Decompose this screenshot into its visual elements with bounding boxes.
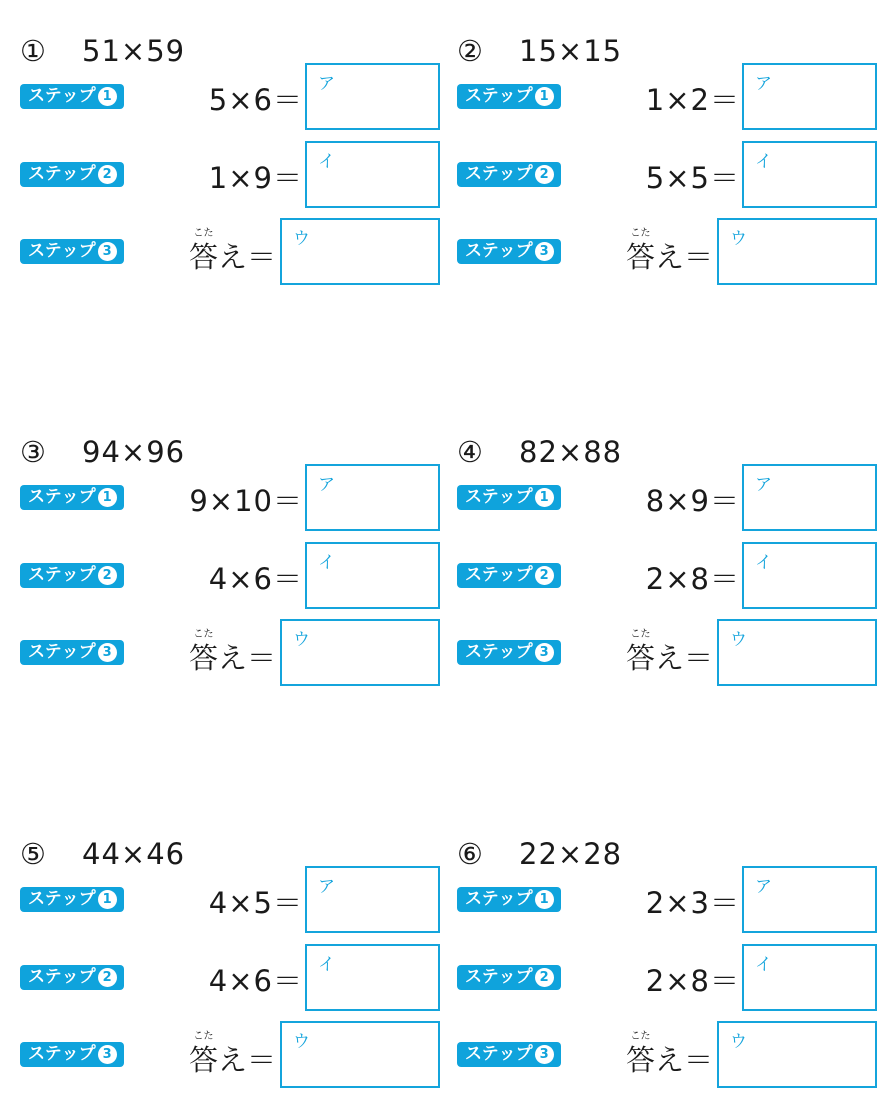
answer-box-i[interactable] xyxy=(305,944,440,1011)
box-label: イ xyxy=(755,553,772,573)
problem-2 xyxy=(457,20,877,310)
answer-label xyxy=(189,227,276,276)
answer-kanji: 答 xyxy=(188,641,218,675)
step-number-circle: 2 xyxy=(535,968,554,987)
step-expression: 9×10＝ xyxy=(189,484,303,518)
step-3-row xyxy=(457,619,877,685)
answer-equals: え＝ xyxy=(654,1043,713,1077)
answer-box-a[interactable] xyxy=(305,464,440,531)
step-3-row xyxy=(457,1021,877,1087)
problem-5 xyxy=(20,823,440,1113)
step-badge xyxy=(457,485,561,510)
problem-number: ③ xyxy=(20,435,47,469)
step-badge xyxy=(20,84,124,109)
step-badge xyxy=(457,1042,561,1067)
step-2-row xyxy=(457,944,877,1010)
step-number-circle: 1 xyxy=(98,890,117,909)
step-badge-label: ステップ xyxy=(28,889,96,909)
answer-label xyxy=(189,1030,276,1079)
step-3-row xyxy=(20,619,440,685)
step-number-circle: 3 xyxy=(535,643,554,662)
step-number-circle: 3 xyxy=(98,643,117,662)
step-badge xyxy=(457,84,561,109)
answer-box-i[interactable] xyxy=(305,141,440,208)
answer-box-a[interactable] xyxy=(305,866,440,933)
step-number-circle: 1 xyxy=(535,890,554,909)
step-badge xyxy=(20,640,124,665)
step-number-circle: 3 xyxy=(98,242,117,261)
answer-kanji: 答 xyxy=(625,1043,655,1077)
step-badge-label: ステップ xyxy=(28,164,96,184)
box-label: ウ xyxy=(730,229,747,249)
step-badge xyxy=(457,239,561,264)
box-label: イ xyxy=(755,955,772,975)
answer-box-i[interactable] xyxy=(305,542,440,609)
answer-kanji: 答 xyxy=(188,240,218,274)
step-badge xyxy=(20,485,124,510)
step-1-row xyxy=(457,464,877,530)
furigana: こた xyxy=(630,228,651,239)
step-badge xyxy=(457,965,561,990)
step-2-row xyxy=(457,141,877,207)
step-badge-label: ステップ xyxy=(465,889,533,909)
problem-expression: 44×46 xyxy=(82,837,186,871)
step-badge xyxy=(20,563,124,588)
step-2-row xyxy=(457,542,877,608)
step-number-circle: 3 xyxy=(535,1045,554,1064)
problem-number: ⑥ xyxy=(457,837,484,871)
answer-kanji: 答 xyxy=(625,240,655,274)
problem-1 xyxy=(20,20,440,310)
step-number-circle: 2 xyxy=(535,165,554,184)
step-badge-label: ステップ xyxy=(28,1044,96,1064)
step-2-row xyxy=(20,141,440,207)
step-badge xyxy=(457,563,561,588)
problem-number: ⑤ xyxy=(20,837,47,871)
box-label: ア xyxy=(318,475,335,495)
step-badge-label: ステップ xyxy=(465,1044,533,1064)
furigana: こた xyxy=(193,1031,214,1042)
step-expression: 4×6＝ xyxy=(208,964,303,998)
box-label: ア xyxy=(755,74,772,94)
step-number-circle: 2 xyxy=(98,165,117,184)
step-3-row xyxy=(20,1021,440,1087)
step-3-row xyxy=(20,218,440,284)
step-badge xyxy=(457,162,561,187)
problem-expression: 15×15 xyxy=(519,34,623,68)
problem-number: ① xyxy=(20,34,47,68)
problem-number: ④ xyxy=(457,435,484,469)
step-badge xyxy=(20,162,124,187)
box-label: ウ xyxy=(730,1032,747,1052)
box-label: ウ xyxy=(293,630,310,650)
box-label: ウ xyxy=(293,229,310,249)
step-number-circle: 1 xyxy=(98,488,117,507)
furigana: こた xyxy=(630,1031,651,1042)
step-badge xyxy=(20,887,124,912)
box-label: ア xyxy=(318,74,335,94)
step-1-row xyxy=(20,866,440,932)
problem-expression: 94×96 xyxy=(82,435,186,469)
furigana: こた xyxy=(193,629,214,640)
step-number-circle: 2 xyxy=(535,566,554,585)
problem-3 xyxy=(20,421,440,711)
answer-label xyxy=(189,628,276,677)
step-badge-label: ステップ xyxy=(28,967,96,987)
step-badge xyxy=(20,239,124,264)
box-label: ア xyxy=(755,877,772,897)
step-2-row xyxy=(20,944,440,1010)
answer-equals: え＝ xyxy=(217,1043,276,1077)
problem-6 xyxy=(457,823,877,1113)
step-expression: 2×8＝ xyxy=(645,964,740,998)
box-label: ア xyxy=(755,475,772,495)
answer-box-a[interactable] xyxy=(742,866,877,933)
problem-expression: 82×88 xyxy=(519,435,623,469)
step-badge-label: ステップ xyxy=(465,565,533,585)
step-1-row xyxy=(457,866,877,932)
problem-expression: 22×28 xyxy=(519,837,623,871)
box-label: ウ xyxy=(293,1032,310,1052)
step-badge xyxy=(20,1042,124,1067)
step-number-circle: 2 xyxy=(98,566,117,585)
step-number-circle: 1 xyxy=(98,87,117,106)
furigana: こた xyxy=(193,228,214,239)
step-badge-label: ステップ xyxy=(465,164,533,184)
answer-box-i[interactable] xyxy=(742,542,877,609)
answer-equals: え＝ xyxy=(654,240,713,274)
step-number-circle: 1 xyxy=(535,87,554,106)
furigana: こた xyxy=(630,629,651,640)
answer-box-u[interactable] xyxy=(280,1021,440,1088)
answer-equals: え＝ xyxy=(217,240,276,274)
problem-4 xyxy=(457,421,877,711)
step-badge-label: ステップ xyxy=(28,487,96,507)
answer-box-u[interactable] xyxy=(717,218,877,285)
answer-label xyxy=(626,227,713,276)
step-expression: 2×3＝ xyxy=(645,886,740,920)
step-expression: 4×6＝ xyxy=(208,562,303,596)
step-badge-label: ステップ xyxy=(28,565,96,585)
step-expression: 2×8＝ xyxy=(645,562,740,596)
answer-box-i[interactable] xyxy=(742,141,877,208)
step-1-row xyxy=(457,63,877,129)
step-expression: 1×9＝ xyxy=(208,161,303,195)
step-expression: 8×9＝ xyxy=(645,484,740,518)
box-label: イ xyxy=(755,152,772,172)
answer-kanji: 答 xyxy=(625,641,655,675)
answer-box-u[interactable] xyxy=(280,619,440,686)
step-expression: 4×5＝ xyxy=(208,886,303,920)
step-number-circle: 3 xyxy=(535,242,554,261)
step-1-row xyxy=(20,63,440,129)
step-expression: 5×5＝ xyxy=(645,161,740,195)
answer-label xyxy=(626,628,713,677)
box-label: イ xyxy=(318,955,335,975)
box-label: イ xyxy=(318,152,335,172)
step-badge xyxy=(20,965,124,990)
problem-number: ② xyxy=(457,34,484,68)
step-number-circle: 1 xyxy=(535,488,554,507)
answer-box-u[interactable] xyxy=(717,619,877,686)
step-badge-label: ステップ xyxy=(28,86,96,106)
step-badge-label: ステップ xyxy=(465,967,533,987)
box-label: ウ xyxy=(730,630,747,650)
problem-expression: 51×59 xyxy=(82,34,186,68)
step-badge xyxy=(457,640,561,665)
answer-box-u[interactable] xyxy=(717,1021,877,1088)
answer-kanji: 答 xyxy=(188,1043,218,1077)
answer-box-a[interactable] xyxy=(742,63,877,130)
answer-equals: え＝ xyxy=(217,641,276,675)
answer-box-a[interactable] xyxy=(305,63,440,130)
answer-equals: え＝ xyxy=(654,641,713,675)
step-badge-label: ステップ xyxy=(465,86,533,106)
step-1-row xyxy=(20,464,440,530)
step-expression: 5×6＝ xyxy=(208,83,303,117)
step-badge xyxy=(457,887,561,912)
box-label: ア xyxy=(318,877,335,897)
answer-box-u[interactable] xyxy=(280,218,440,285)
step-2-row xyxy=(20,542,440,608)
step-badge-label: ステップ xyxy=(465,642,533,662)
step-badge-label: ステップ xyxy=(465,241,533,261)
step-3-row xyxy=(457,218,877,284)
step-badge-label: ステップ xyxy=(28,642,96,662)
box-label: イ xyxy=(318,553,335,573)
answer-box-a[interactable] xyxy=(742,464,877,531)
step-badge-label: ステップ xyxy=(465,487,533,507)
step-number-circle: 3 xyxy=(98,1045,117,1064)
step-expression: 1×2＝ xyxy=(645,83,740,117)
answer-box-i[interactable] xyxy=(742,944,877,1011)
step-badge-label: ステップ xyxy=(28,241,96,261)
answer-label xyxy=(626,1030,713,1079)
step-number-circle: 2 xyxy=(98,968,117,987)
